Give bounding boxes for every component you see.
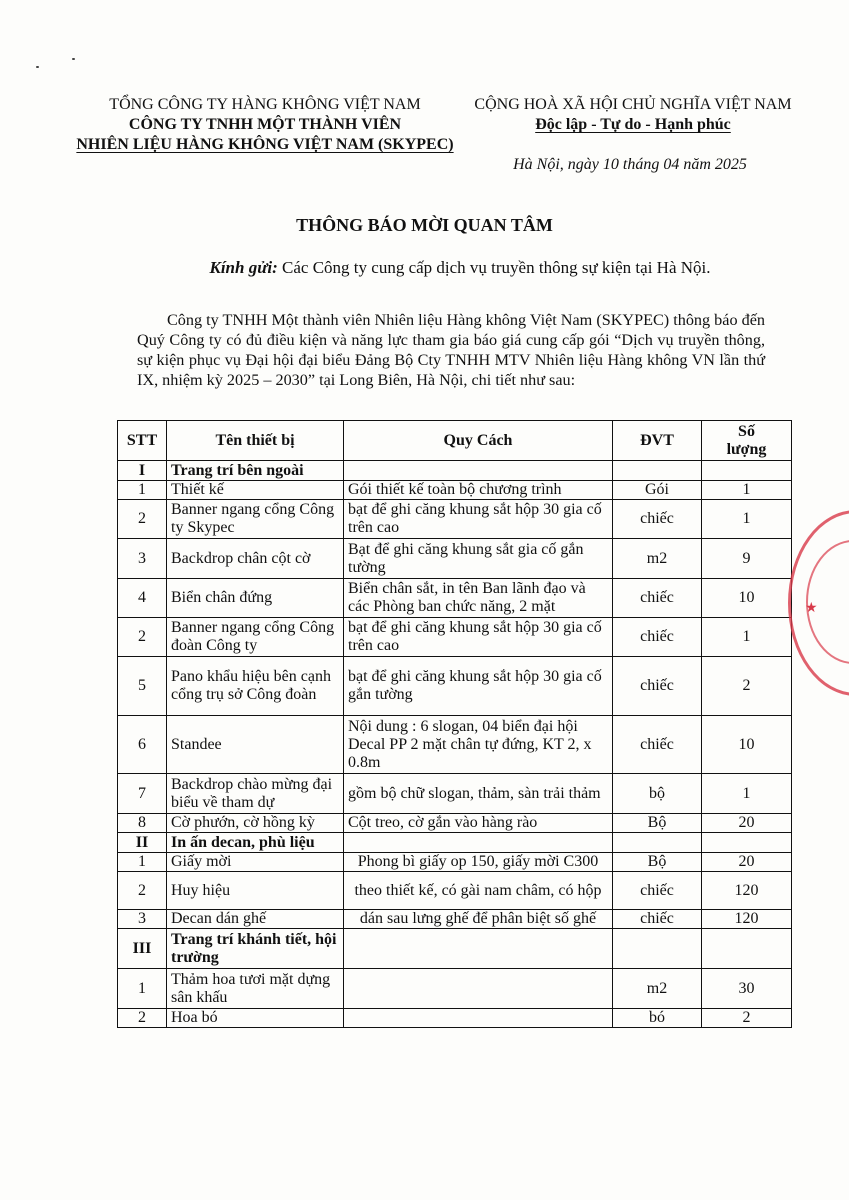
greeting-label: Kính gửi:	[209, 258, 278, 277]
cell-quantity: 2	[702, 1009, 792, 1028]
greeting	[110, 258, 810, 278]
cell-stt: 2	[118, 1009, 167, 1028]
table-row	[118, 500, 792, 539]
cell-stt: III	[118, 929, 167, 969]
intro-paragraph: Công ty TNHH Một thành viên Nhiên liệu Hàng không Việt Nam (SKYPEC) thông báo đến Quý Công ty có đủ điều kiện và năng lực tham gia báo giá cung cấp gói “Dịch vụ truyền thông, sự kiện phục vụ Đại hội đại biểu Đảng Bộ Cty TNHH MTV Nhiên liệu Hàng không VN lần thứ IX, nhiệm kỳ 2025 – 2030” tại Long Biên, Hà Nội, chi tiết như sau:	[137, 311, 765, 389]
table-row	[118, 481, 792, 500]
cell-spec: theo thiết kế, có gài nam châm, có hộp	[344, 872, 613, 910]
cell-quantity	[702, 929, 792, 969]
cell-spec: gồm bộ chữ slogan, thảm, sàn trải thảm	[344, 774, 613, 814]
cell-quantity	[702, 833, 792, 853]
section-row	[118, 833, 792, 853]
cell-quantity: 1	[702, 618, 792, 657]
cell-name: In ấn decan, phù liệu	[167, 833, 344, 853]
cell-spec	[344, 929, 613, 969]
cell-stt: 5	[118, 657, 167, 716]
cell-quantity: 2	[702, 657, 792, 716]
cell-name: Standee	[167, 716, 344, 774]
table-row	[118, 1009, 792, 1028]
table-row	[118, 774, 792, 814]
table-row	[118, 853, 792, 872]
cell-stt: 4	[118, 579, 167, 618]
cell-spec: Bạt để ghi căng khung sắt gia cố gắn tường	[344, 539, 613, 579]
cell-stt: 2	[118, 872, 167, 910]
cell-name: Giấy mời	[167, 853, 344, 872]
cell-stt: 8	[118, 814, 167, 833]
document-title: THÔNG BÁO MỜI QUAN TÂM	[296, 215, 553, 235]
cell-unit	[613, 833, 702, 853]
cell-spec: Cột treo, cờ gắn vào hàng rào	[344, 814, 613, 833]
cell-stt: 1	[118, 853, 167, 872]
cell-quantity: 20	[702, 814, 792, 833]
cell-stt: 1	[118, 969, 167, 1009]
cell-spec	[344, 969, 613, 1009]
table-row	[118, 814, 792, 833]
cell-stt: 1	[118, 481, 167, 500]
cell-unit: Gói	[613, 481, 702, 500]
cell-name: Thảm hoa tươi mặt dựng sân khấu	[167, 969, 344, 1009]
cell-unit	[613, 461, 702, 481]
greeting-recipients: Các Công ty cung cấp dịch vụ truyền thông sự kiện tại Hà Nội.	[277, 258, 711, 277]
cell-unit: bó	[613, 1009, 702, 1028]
cell-unit: chiếc	[613, 579, 702, 618]
cell-spec: bạt để ghi căng khung sắt hộp 30 gia cố trên cao	[344, 500, 613, 539]
cell-name: Pano khẩu hiệu bên cạnh cổng trụ sở Công đoàn	[167, 657, 344, 716]
table-row	[118, 657, 792, 716]
company-type: CÔNG TY TNHH MỘT THÀNH VIÊN	[128, 116, 402, 133]
cell-quantity	[702, 461, 792, 481]
cell-name: Trang trí bên ngoài	[167, 461, 344, 481]
cell-unit: bộ	[613, 774, 702, 814]
cell-stt: 3	[118, 539, 167, 579]
cell-name: Banner ngang cổng Công ty Skypec	[167, 500, 344, 539]
table-row	[118, 872, 792, 910]
cell-spec: dán sau lưng ghế để phân biệt số ghế	[344, 910, 613, 929]
document-date: Hà Nội, ngày 10 tháng 04 năm 2025	[513, 156, 747, 173]
table-row	[118, 716, 792, 774]
cell-quantity: 1	[702, 774, 792, 814]
cell-unit: chiếc	[613, 618, 702, 657]
col-name: Tên thiết bị	[167, 421, 344, 461]
col-spec: Quy Cách	[344, 421, 613, 461]
cell-unit: Bộ	[613, 853, 702, 872]
cell-spec	[344, 1009, 613, 1028]
table-row	[118, 969, 792, 1009]
cell-spec: Biển chân sắt, in tên Ban lãnh đạo và các Phòng ban chức năng, 2 mặt	[344, 579, 613, 618]
cell-spec: Nội dung : 6 slogan, 04 biển đại hội Decal PP 2 mặt chân tự đứng, KT 2, x 0.8m	[344, 716, 613, 774]
cell-name: Decan dán ghế	[167, 910, 344, 929]
cell-unit: m2	[613, 969, 702, 1009]
organization-header	[60, 95, 470, 155]
table-row	[118, 579, 792, 618]
col-unit: ĐVT	[613, 421, 702, 461]
cell-spec: Gói thiết kế toàn bộ chương trình	[344, 481, 613, 500]
cell-stt: 2	[118, 500, 167, 539]
cell-stt: 6	[118, 716, 167, 774]
section-row	[118, 929, 792, 969]
cell-name: Cờ phướn, cờ hồng kỳ	[167, 814, 344, 833]
section-row	[118, 461, 792, 481]
cell-unit: m2	[613, 539, 702, 579]
cell-unit: chiếc	[613, 910, 702, 929]
cell-name: Banner ngang cổng Công đoàn Công ty	[167, 618, 344, 657]
col-quantity: Số lượng	[702, 421, 792, 461]
scan-speck	[36, 66, 39, 68]
cell-unit: chiếc	[613, 500, 702, 539]
cell-unit: chiếc	[613, 716, 702, 774]
cell-quantity: 1	[702, 481, 792, 500]
cell-name: Biển chân đứng	[167, 579, 344, 618]
cell-unit: Bộ	[613, 814, 702, 833]
cell-quantity: 120	[702, 910, 792, 929]
cell-name: Backdrop chào mừng đại biểu về tham dự	[167, 774, 344, 814]
seal-star-icon: ★	[805, 601, 818, 616]
cell-quantity: 10	[702, 579, 792, 618]
cell-spec: bạt để ghi căng khung sắt hộp 30 gia cố trên cao	[344, 618, 613, 657]
col-stt: STT	[118, 421, 167, 461]
cell-quantity: 120	[702, 872, 792, 910]
cell-spec	[344, 833, 613, 853]
cell-spec: Phong bì giấy op 150, giấy mời C300	[344, 853, 613, 872]
parent-org-name: TỔNG CÔNG TY HÀNG KHÔNG VIỆT NAM	[109, 96, 421, 113]
cell-name: Trang trí khánh tiết, hội trường	[167, 929, 344, 969]
national-motto: Độc lập - Tự do - Hạnh phúc	[535, 116, 731, 133]
cell-spec: bạt để ghi căng khung sắt hộp 30 gia cố gắn tường	[344, 657, 613, 716]
cell-spec	[344, 461, 613, 481]
cell-name: Backdrop chân cột cờ	[167, 539, 344, 579]
cell-name: Thiết kế	[167, 481, 344, 500]
table-row	[118, 910, 792, 929]
cell-stt: 7	[118, 774, 167, 814]
cell-unit: chiếc	[613, 872, 702, 910]
cell-unit: chiếc	[613, 657, 702, 716]
cell-stt: II	[118, 833, 167, 853]
cell-stt: I	[118, 461, 167, 481]
cell-stt: 3	[118, 910, 167, 929]
table-row	[118, 539, 792, 579]
cell-quantity: 10	[702, 716, 792, 774]
cell-quantity: 9	[702, 539, 792, 579]
items-table	[117, 420, 792, 1028]
cell-quantity: 1	[702, 500, 792, 539]
cell-unit	[613, 929, 702, 969]
cell-stt: 2	[118, 618, 167, 657]
table-header-row	[118, 421, 792, 461]
scan-speck	[72, 58, 75, 60]
table-row	[118, 618, 792, 657]
cell-quantity: 20	[702, 853, 792, 872]
company-name: NHIÊN LIỆU HÀNG KHÔNG VIỆT NAM (SKYPEC)	[76, 136, 454, 153]
national-header	[458, 95, 808, 135]
cell-quantity: 30	[702, 969, 792, 1009]
national-title: CỘNG HOÀ XÃ HỘI CHỦ NGHĨA VIỆT NAM	[474, 96, 792, 113]
cell-name: Huy hiệu	[167, 872, 344, 910]
cell-name: Hoa bó	[167, 1009, 344, 1028]
